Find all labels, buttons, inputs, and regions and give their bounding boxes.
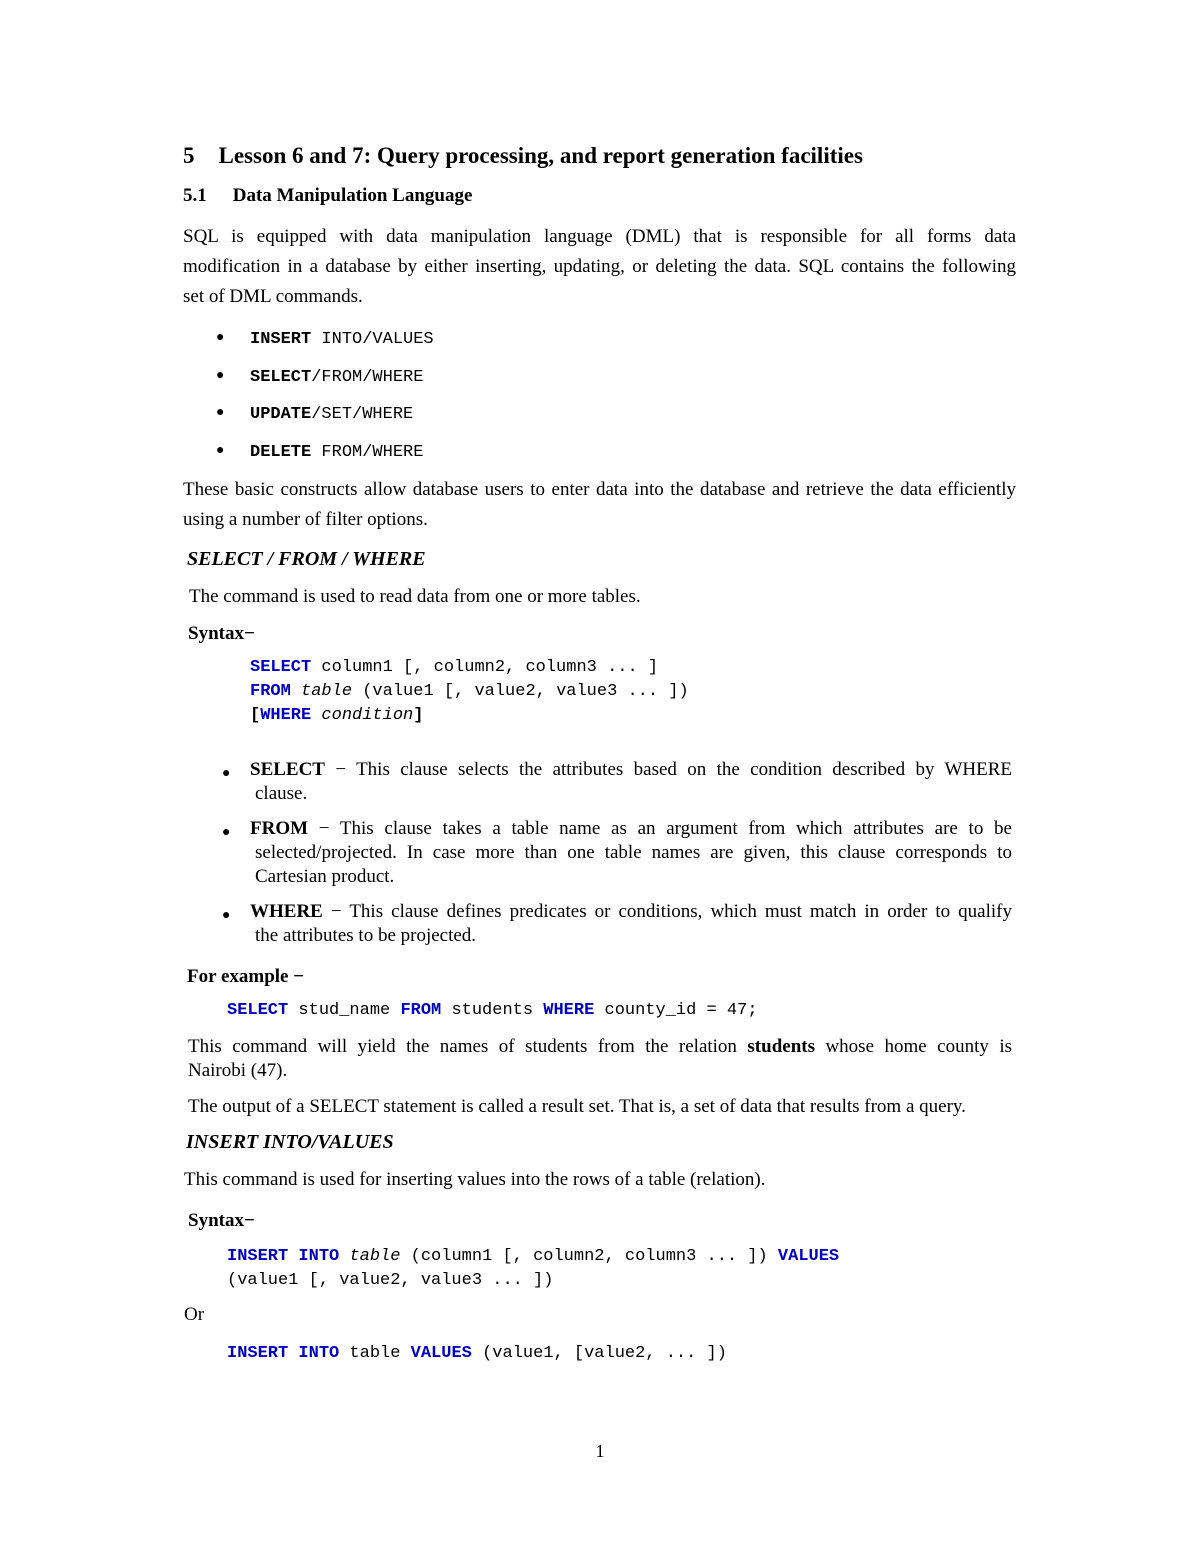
code-keyword: SELECT [250,658,312,677]
code-placeholder: table [301,682,353,701]
bullet-icon: ● [222,908,231,923]
code-text: students [441,1001,544,1020]
dml-rest: INTO/VALUES [311,330,434,349]
intro-line: modification in a database by either inserting, updating, or deleting the data. SQL contains the following [183,256,1016,277]
clause-line [250,758,1012,782]
code-keyword: SELECT [227,1001,289,1020]
clause-line: the attributes to be projected. [255,925,477,946]
select-section-title: SELECT / FROM / WHERE [187,548,426,570]
explain-text: whose home county is [814,1036,1012,1057]
code-keyword: VALUES [410,1344,472,1363]
dml-rest: FROM/WHERE [311,443,424,462]
code-text: county_id = 47; [594,1001,758,1020]
syntax-label: Syntax− [188,623,255,644]
clause-line: Cartesian product. [255,866,395,887]
constructs-line: using a number of filter options. [183,509,428,530]
code-keyword: FROM [250,682,291,701]
clause-term: SELECT [250,759,325,780]
clause-text: − This clause takes a table name as an argument from which attributes are to be [308,818,1012,839]
code-keyword: INTO [298,1344,340,1363]
code-text [339,1247,349,1266]
explain-text: This command will yield the names of students from the relation [188,1036,748,1057]
code-text: stud_name [288,1001,401,1020]
insert-description: This command is used for inserting values into the rows of a table (relation). [184,1169,766,1190]
code-text [311,706,321,725]
chapter-number: 5 [183,143,195,168]
result-set-note: The output of a SELECT statement is called a result set. That is, a set of data that results from a query. [188,1096,966,1117]
clause-term: FROM [250,818,309,839]
chapter-heading [183,140,863,172]
dml-keyword: INSERT [250,330,312,349]
code-line [250,680,689,704]
insert-alt-code [227,1342,727,1366]
clause-line [250,900,1012,924]
constructs-paragraph [183,475,1016,535]
code-placeholder: table [349,1247,401,1266]
page-number: 1 [595,1441,605,1461]
syntax-label: Syntax− [188,1210,255,1231]
code-line: (value1 [, value2, value3 ... ]) [227,1271,554,1290]
bullet-icon: ● [222,766,231,781]
section-heading [183,182,472,210]
clause-term: WHERE [250,901,323,922]
bullet-icon: ● [222,825,231,840]
code-text: (value1 [, value2, value3 ... ]) [352,682,689,701]
code-bracket: [ [250,706,261,725]
intro-paragraph [183,222,1016,312]
clause-line [250,817,1012,841]
code-keyword: WHERE [543,1001,595,1020]
select-description: The command is used to read data from one or more tables. [189,586,641,607]
code-placeholder: condition [321,706,414,725]
dml-keyword: SELECT [250,368,312,387]
bullet-icon: ● [216,443,225,458]
section-title: Data Manipulation Language [232,185,473,206]
clause-text: − This clause selects the attributes based on the condition described by WHERE [324,759,1012,780]
example-explanation [188,1035,1012,1083]
code-text: (value1, [value2, ... ]) [471,1344,727,1363]
code-keyword: INTO [298,1247,340,1266]
clause-text: − This clause defines predicates or conditions, which must match in order to qualify [322,901,1012,922]
code-keyword: INSERT [227,1247,289,1266]
dml-keyword: DELETE [250,443,312,462]
code-text: column1 [, column2, column3 ... ] [311,658,659,677]
insert-syntax-code [227,1245,839,1293]
code-line [250,656,689,680]
section-number: 5.1 [183,185,207,206]
select-syntax-code [250,656,689,728]
explain-line: Nairobi (47). [188,1060,288,1081]
example-code [227,999,758,1023]
code-line [227,1245,839,1269]
code-line [250,704,689,728]
code-text [288,1247,298,1266]
bullet-icon: ● [216,368,225,383]
dml-keyword: UPDATE [250,405,312,424]
code-text [291,682,301,701]
code-text: table [339,1344,411,1363]
example-label: For example − [187,966,305,987]
dml-rest: /SET/WHERE [311,405,414,424]
relation-name: students [747,1036,815,1057]
explain-line [188,1035,1012,1059]
intro-line: set of DML commands. [183,286,363,307]
constructs-line: These basic constructs allow database users to enter data into the database and retrieve the data efficiently [183,479,1016,500]
code-keyword: FROM [400,1001,442,1020]
dml-rest: /FROM/WHERE [311,368,424,387]
clause-line: selected/projected. In case more than one table names are given, this clause corresponds to [255,842,1012,863]
code-text [288,1344,298,1363]
bullet-icon: ● [216,330,225,345]
code-keyword: VALUES [777,1247,840,1266]
insert-section-title: INSERT INTO/VALUES [186,1131,394,1153]
clause-line: clause. [255,783,308,804]
or-label: Or [184,1304,205,1325]
code-keyword: WHERE [260,706,312,725]
chapter-title: Lesson 6 and 7: Query processing, and report generation facilities [218,143,863,168]
bullet-icon: ● [216,405,225,420]
code-text: (column1 [, column2, column3 ... ]) [400,1247,778,1266]
code-keyword: INSERT [227,1344,289,1363]
intro-line: SQL is equipped with data manipulation language (DML) that is responsible for all forms data [183,226,1016,247]
code-bracket: ] [413,706,424,725]
